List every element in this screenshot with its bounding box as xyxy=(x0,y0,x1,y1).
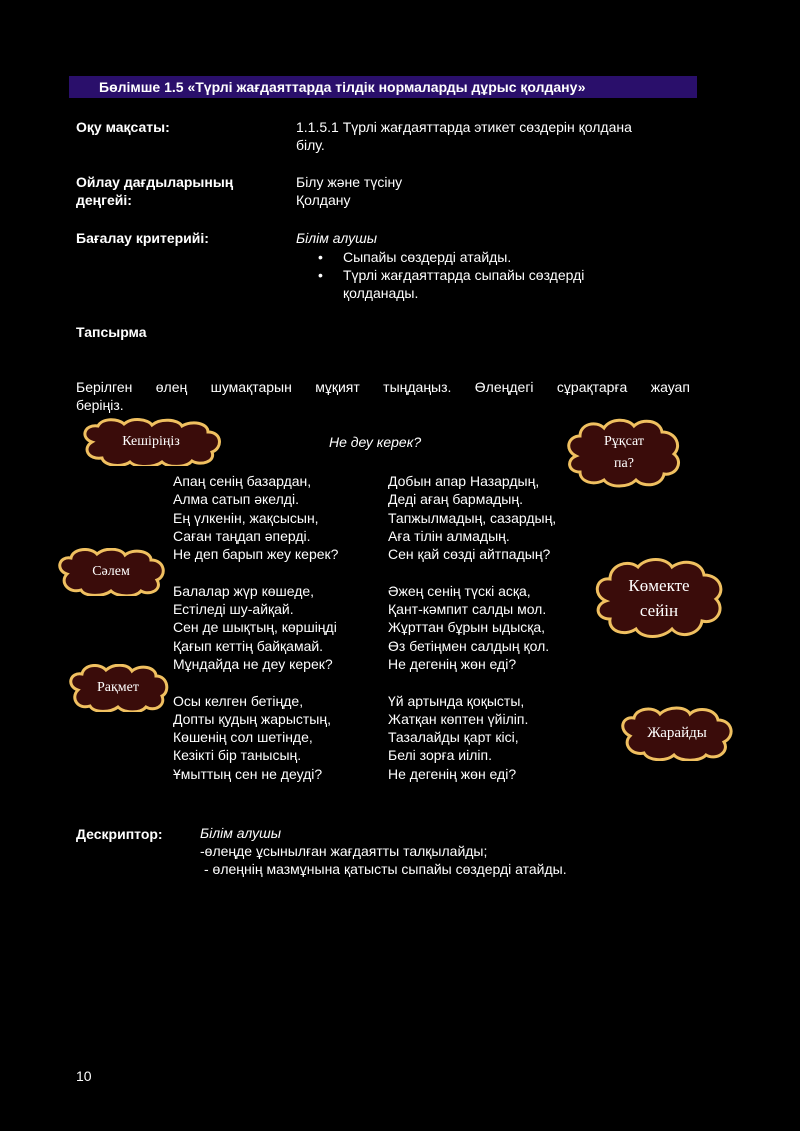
criteria-bullet-text: қолданады. xyxy=(343,285,419,301)
thinking-skill-item: Білу және түсіну xyxy=(296,174,403,190)
thinking-skill-item: Қолдану xyxy=(296,192,351,208)
cloud-label: Кешіріңіз xyxy=(122,434,180,449)
objective-value xyxy=(296,118,690,154)
cloud-komekte xyxy=(592,557,726,639)
cloud-ruqsat xyxy=(564,418,684,488)
bullet-icon: • xyxy=(318,249,323,265)
poem-line: Көшенің сол шетінде, xyxy=(173,729,313,746)
cloud-label xyxy=(564,418,684,488)
instruction-word: сұрақтарға xyxy=(556,379,628,395)
poem-line: Осы келген бетіңде, xyxy=(173,692,304,709)
instruction-word: тыңдаңыз. xyxy=(383,379,452,395)
poem-line: Сен қай сөзді айтпадың? xyxy=(388,546,551,563)
cloud-raqmet xyxy=(66,664,170,712)
cloud-label-line: Көмекте xyxy=(628,576,690,595)
cloud-salem xyxy=(55,548,167,596)
criteria-bullet-list xyxy=(318,248,658,302)
instruction-word: өлең xyxy=(155,379,188,395)
poem-line: Допты қудың жарыстың, xyxy=(173,710,331,727)
instruction-line: беріңіз. xyxy=(76,397,124,413)
cloud-label-line: па? xyxy=(614,456,634,471)
poem-line: Саған таңдап әперді. xyxy=(173,527,311,544)
instruction-word: шумақтарын xyxy=(210,379,292,395)
task-label: Тапсырма xyxy=(76,324,147,340)
objective-line: білу. xyxy=(296,137,325,153)
poem-line: Сен де шықтың, көршіңді xyxy=(173,619,337,636)
objective-line: 1.1.5.1 Түрлі жағдаяттарда этикет сөздерін қолдана xyxy=(296,119,632,135)
poem-line: Өз бетіңмен салдың қол. xyxy=(388,637,550,654)
poem-line: Добын апар Назардың, xyxy=(388,473,540,489)
criteria-bullet-item xyxy=(318,266,658,302)
poem-line: Аға тілін алмадың. xyxy=(388,527,510,544)
poem-line: Жатқан көптен үйіліп. xyxy=(388,710,529,727)
poem-line: Қант-кәмпит салды мол. xyxy=(388,601,547,618)
cloud-label-line: Рұқсат xyxy=(604,434,644,449)
cloud-label-line: сейін xyxy=(639,601,679,620)
section-title-banner: Бөлімше 1.5 «Түрлі жағдаяттарда тілдік нормаларды дұрыс қолдану» xyxy=(69,76,697,98)
poem-line: Не деп барып жеу керек? xyxy=(173,546,339,563)
poem-right-column xyxy=(388,472,556,783)
poem-line: Не дегенің жөн еді? xyxy=(388,765,517,782)
poem-line: Жұрттан бұрын ыдысқа, xyxy=(388,619,546,636)
instruction-word: Берілген xyxy=(76,379,133,395)
instruction-word: Өлеңдегі xyxy=(474,379,534,395)
poem-line: Естіледі шу-айқай. xyxy=(173,601,294,618)
poem-title: Не деу керек? xyxy=(329,434,422,450)
poem-line: Апаң сенің базардан, xyxy=(173,473,312,489)
poem-line: Не дегенің жөн еді? xyxy=(388,655,517,672)
descriptor-line: -өлеңде ұсынылған жағдаятты талқылайды; xyxy=(200,843,488,859)
poem-line: Әжең сенің түскі асқа, xyxy=(388,582,531,599)
cloud-label: Сәлем xyxy=(92,564,130,579)
criteria-bullet-text: Сыпайы сөздерді атайды. xyxy=(343,249,512,265)
poem-line: Қағып кеттің байқамай. xyxy=(173,637,324,654)
thinking-skills-value xyxy=(296,173,402,209)
poem-left-column xyxy=(173,472,338,783)
page-number: 10 xyxy=(76,1068,92,1084)
instruction-word: мұқият xyxy=(315,379,360,395)
cloud-label xyxy=(592,557,726,639)
instruction-word: жауап xyxy=(650,379,690,395)
poem-line: Деді ағаң бармадың. xyxy=(388,491,523,508)
poem-line: Тапжылмадың, сазардың, xyxy=(388,509,557,526)
criteria-label: Бағалау критерийі: xyxy=(76,230,209,246)
cloud-keshiriniz xyxy=(78,418,224,466)
poem-line: Алма сатып әкелді. xyxy=(173,491,299,508)
poem-line: Үй артында қоқысты, xyxy=(388,692,525,709)
thinking-skills-label xyxy=(76,173,233,209)
thinking-skills-label-line: деңгейі: xyxy=(76,192,132,208)
poem-line: Балалар жүр көшеде, xyxy=(173,582,315,599)
poem-line: Ең үлкенін, жақсысын, xyxy=(173,509,319,526)
bullet-icon: • xyxy=(318,267,323,283)
criteria-bullet-item xyxy=(318,248,658,266)
poem-line: Белі зорға иіліп. xyxy=(388,747,492,764)
descriptor-line: - өлеңнің мазмұнына қатысты сыпайы сөздерді атайды. xyxy=(204,861,567,877)
criteria-intro: Білім алушы xyxy=(296,230,378,246)
instruction-paragraph xyxy=(76,378,690,414)
poem-line: Тазалайды қарт кісі, xyxy=(388,729,519,746)
cloud-zharaidy xyxy=(618,706,736,761)
descriptor-body xyxy=(200,824,567,878)
objective-label: Оқу мақсаты: xyxy=(76,119,170,135)
poem-line: Кезікті бір танысың. xyxy=(173,747,302,764)
thinking-skills-label-line: Ойлау дағдыларының xyxy=(76,174,234,190)
poem-line: Мұндайда не деу керек? xyxy=(173,655,333,672)
instruction-line xyxy=(76,378,690,396)
descriptor-label: Дескриптор: xyxy=(76,826,163,842)
criteria-bullet-text: Түрлі жағдаяттарда сыпайы сөздерді xyxy=(343,267,585,283)
cloud-label: Рақмет xyxy=(97,680,139,695)
poem-line: Ұмыттың сен не деуді? xyxy=(173,765,323,782)
cloud-label: Жарайды xyxy=(647,725,707,741)
descriptor-intro: Білім алушы xyxy=(200,825,282,841)
